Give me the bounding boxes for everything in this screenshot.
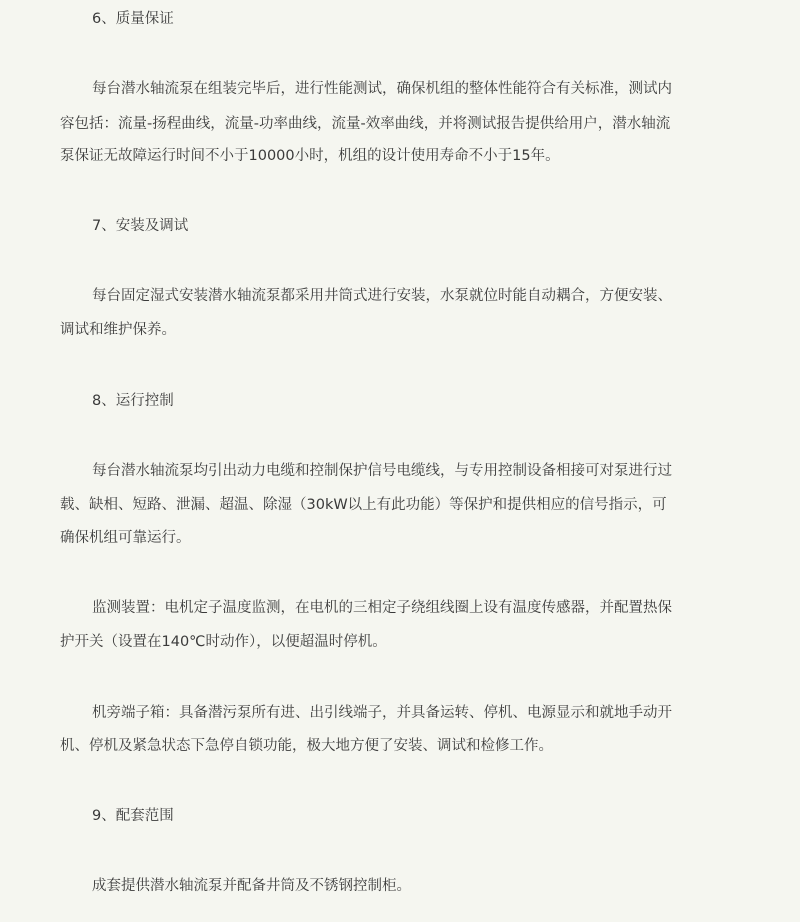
paragraph-line: 成套提供潜水轴流泵并配备井筒及不锈钢控制柜。 — [92, 878, 411, 894]
paragraph-line: 每台固定湿式安装潜水轴流泵都采用井筒式进行安装，水泵就位时能自动耦合，方便安装、 — [92, 288, 672, 304]
paragraph-line: 机、停机及紧急状态下急停自锁功能，极大地方便了安装、调试和检修工作。 — [60, 738, 553, 754]
section-heading-quality: 6、质量保证 — [92, 11, 174, 27]
paragraph-line: 泵保证无故障运行时间不小于10000小时，机组的设计使用寿命不小于15年。 — [60, 148, 560, 164]
section-heading-operation-control: 8、运行控制 — [92, 393, 174, 409]
paragraph-line: 监测装置：电机定子温度监测，在电机的三相定子绕组线圈上设有温度传感器，并配置热保 — [92, 600, 672, 616]
section-heading-installation: 7、安装及调试 — [92, 218, 189, 234]
paragraph-line: 调试和维护保养。 — [60, 322, 176, 338]
section-heading-scope: 9、配套范围 — [92, 808, 174, 824]
paragraph-line: 载、缺相、短路、泄漏、超温、除湿（30kW以上有此功能）等保护和提供相应的信号指示，可 — [60, 497, 667, 513]
paragraph-line: 机旁端子箱：具备潜污泵所有进、出引线端子，并具备运转、停机、电源显示和就地手动开 — [92, 705, 672, 721]
paragraph-line: 容包括：流量-扬程曲线，流量-功率曲线，流量-效率曲线，并将测试报告提供给用户，潜水轴流 — [60, 116, 671, 132]
paragraph-line: 确保机组可靠运行。 — [60, 530, 191, 546]
paragraph-line: 每台潜水轴流泵均引出动力电缆和控制保护信号电缆线，与专用控制设备相接可对泵进行过 — [92, 463, 672, 479]
paragraph-line: 护开关（设置在140℃时动作），以便超温时停机。 — [60, 634, 387, 650]
paragraph-line: 每台潜水轴流泵在组装完毕后，进行性能测试，确保机组的整体性能符合有关标准，测试内 — [92, 81, 672, 97]
